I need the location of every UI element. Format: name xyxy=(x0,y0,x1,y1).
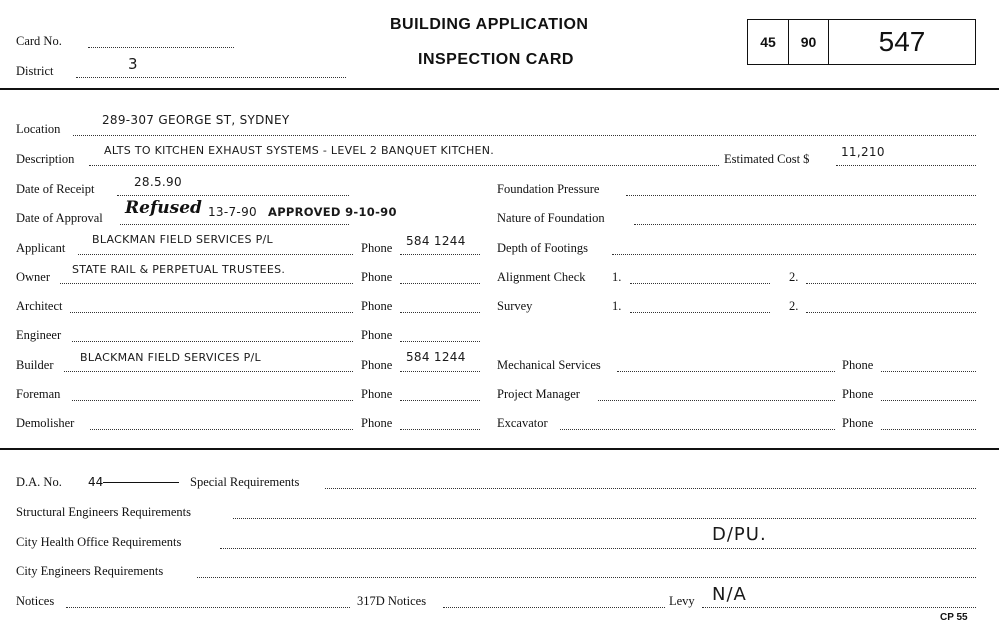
project-manager-label: Project Manager xyxy=(497,387,580,401)
owner-field[interactable] xyxy=(60,283,353,284)
project-manager-phone-field[interactable] xyxy=(881,400,976,401)
applicant-value: BLACKMAN FIELD SERVICES P/L xyxy=(92,233,273,246)
architect-phone-field[interactable] xyxy=(400,312,480,313)
applicant-phone-label: Phone xyxy=(361,241,393,255)
district-value: 3 xyxy=(128,55,138,73)
builder-phone-value: 584 1244 xyxy=(406,350,466,364)
project-manager-phone-label: Phone xyxy=(842,387,874,401)
notices-317d-label: 317D Notices xyxy=(357,594,427,608)
project-manager-field[interactable] xyxy=(598,400,835,401)
structural-engineers-label: Structural Engineers Requirements xyxy=(16,505,191,519)
city-health-value: D/PU. xyxy=(712,524,767,545)
alignment-check-1-field[interactable] xyxy=(630,283,770,284)
date-of-approval-field[interactable] xyxy=(120,224,349,225)
card-number-part-b: 90 xyxy=(789,20,829,64)
mechanical-services-phone-field[interactable] xyxy=(881,371,976,372)
form-code: CP 55 xyxy=(940,612,968,623)
date-of-approval-label: Date of Approval xyxy=(16,211,103,225)
foreman-phone-label: Phone xyxy=(361,387,393,401)
card-no-field[interactable] xyxy=(88,47,234,48)
card-number-box xyxy=(747,19,976,65)
builder-phone-label: Phone xyxy=(361,358,393,372)
architect-label: Architect xyxy=(16,299,63,313)
applicant-field[interactable] xyxy=(78,254,353,255)
nature-of-foundation-field[interactable] xyxy=(634,224,976,225)
date-of-receipt-field[interactable] xyxy=(117,195,349,196)
mechanical-services-label: Mechanical Services xyxy=(497,358,601,372)
mechanical-services-phone-label: Phone xyxy=(842,358,874,372)
levy-label: Levy xyxy=(669,594,695,608)
alignment-check-2-label: 2. xyxy=(789,270,799,284)
owner-value: STATE RAIL & PERPETUAL TRUSTEES. xyxy=(72,263,286,276)
levy-field[interactable] xyxy=(702,607,976,608)
mechanical-services-field[interactable] xyxy=(617,371,835,372)
da-no-label: D.A. No. xyxy=(16,475,62,489)
demolisher-phone-field[interactable] xyxy=(400,429,480,430)
nature-of-foundation-label: Nature of Foundation xyxy=(497,211,605,225)
depth-of-footings-label: Depth of Footings xyxy=(497,241,588,255)
architect-field[interactable] xyxy=(70,312,353,313)
description-label: Description xyxy=(16,152,75,166)
special-requirements-field[interactable] xyxy=(325,488,976,489)
foundation-pressure-field[interactable] xyxy=(626,195,976,196)
district-label: District xyxy=(16,64,54,78)
survey-label: Survey xyxy=(497,299,533,313)
description-value: ALTS TO KITCHEN EXHAUST SYSTEMS - LEVEL 2 BANQUET KITCHEN. xyxy=(104,144,495,157)
notices-317d-field[interactable] xyxy=(443,607,665,608)
estimated-cost-field[interactable] xyxy=(836,165,976,166)
builder-value: BLACKMAN FIELD SERVICES P/L xyxy=(80,351,261,364)
levy-value: N/A xyxy=(712,584,747,605)
card-title-line1: BUILDING APPLICATION xyxy=(390,16,589,33)
approval-approved-date: APPROVED 9-10-90 xyxy=(268,205,397,219)
demolisher-phone-label: Phone xyxy=(361,416,393,430)
structural-engineers-field[interactable] xyxy=(233,518,976,519)
owner-phone-field[interactable] xyxy=(400,283,480,284)
applicant-label: Applicant xyxy=(16,241,66,255)
demolisher-label: Demolisher xyxy=(16,416,75,430)
approval-refused-text: Refused xyxy=(125,198,202,218)
foreman-phone-field[interactable] xyxy=(400,400,480,401)
applicant-phone-value: 584 1244 xyxy=(406,234,466,248)
engineer-label: Engineer xyxy=(16,328,62,342)
builder-field[interactable] xyxy=(64,371,353,372)
card-no-label: Card No. xyxy=(16,34,62,48)
excavator-phone-field[interactable] xyxy=(881,429,976,430)
card-number-part-a: 45 xyxy=(748,20,789,64)
city-health-field[interactable] xyxy=(220,548,976,549)
foreman-label: Foreman xyxy=(16,387,61,401)
notices-label: Notices xyxy=(16,594,55,608)
engineer-phone-label: Phone xyxy=(361,328,393,342)
excavator-field[interactable] xyxy=(560,429,835,430)
card-number: 547 xyxy=(878,26,926,57)
owner-label: Owner xyxy=(16,270,51,284)
section-divider xyxy=(0,448,999,450)
da-no-strike-line xyxy=(103,482,179,483)
notices-field[interactable] xyxy=(66,607,350,608)
location-label: Location xyxy=(16,122,61,136)
applicant-phone-field[interactable] xyxy=(400,254,480,255)
engineer-field[interactable] xyxy=(72,341,353,342)
engineer-phone-field[interactable] xyxy=(400,341,480,342)
card-title-line2: INSPECTION CARD xyxy=(418,51,574,68)
architect-phone-label: Phone xyxy=(361,299,393,313)
approval-refused-date: 13-7-90 xyxy=(208,205,257,219)
survey-2-label: 2. xyxy=(789,299,799,313)
builder-phone-field[interactable] xyxy=(400,371,480,372)
city-engineers-field[interactable] xyxy=(197,577,976,578)
estimated-cost-value: 11,210 xyxy=(841,145,885,159)
foreman-field[interactable] xyxy=(72,400,353,401)
da-no-value: 44 xyxy=(88,475,104,489)
city-engineers-label: City Engineers Requirements xyxy=(16,564,164,578)
excavator-phone-label: Phone xyxy=(842,416,874,430)
depth-of-footings-field[interactable] xyxy=(612,254,976,255)
estimated-cost-label: Estimated Cost $ xyxy=(724,152,810,166)
district-field[interactable] xyxy=(76,77,346,78)
foundation-pressure-label: Foundation Pressure xyxy=(497,182,600,196)
survey-2-field[interactable] xyxy=(806,312,976,313)
excavator-label: Excavator xyxy=(497,416,548,430)
date-of-receipt-value: 28.5.90 xyxy=(134,175,182,189)
location-value: 289-307 GEORGE ST, SYDNEY xyxy=(102,113,290,127)
builder-label: Builder xyxy=(16,358,54,372)
alignment-check-1-label: 1. xyxy=(612,270,622,284)
demolisher-field[interactable] xyxy=(90,429,353,430)
survey-1-label: 1. xyxy=(612,299,622,313)
alignment-check-2-field[interactable] xyxy=(806,283,976,284)
header-divider xyxy=(0,88,999,90)
city-health-label: City Health Office Requirements xyxy=(16,535,182,549)
survey-1-field[interactable] xyxy=(630,312,770,313)
date-of-receipt-label: Date of Receipt xyxy=(16,182,95,196)
description-field[interactable] xyxy=(89,165,719,166)
alignment-check-label: Alignment Check xyxy=(497,270,586,284)
owner-phone-label: Phone xyxy=(361,270,393,284)
location-field[interactable] xyxy=(73,135,976,136)
special-requirements-label: Special Requirements xyxy=(190,475,300,489)
